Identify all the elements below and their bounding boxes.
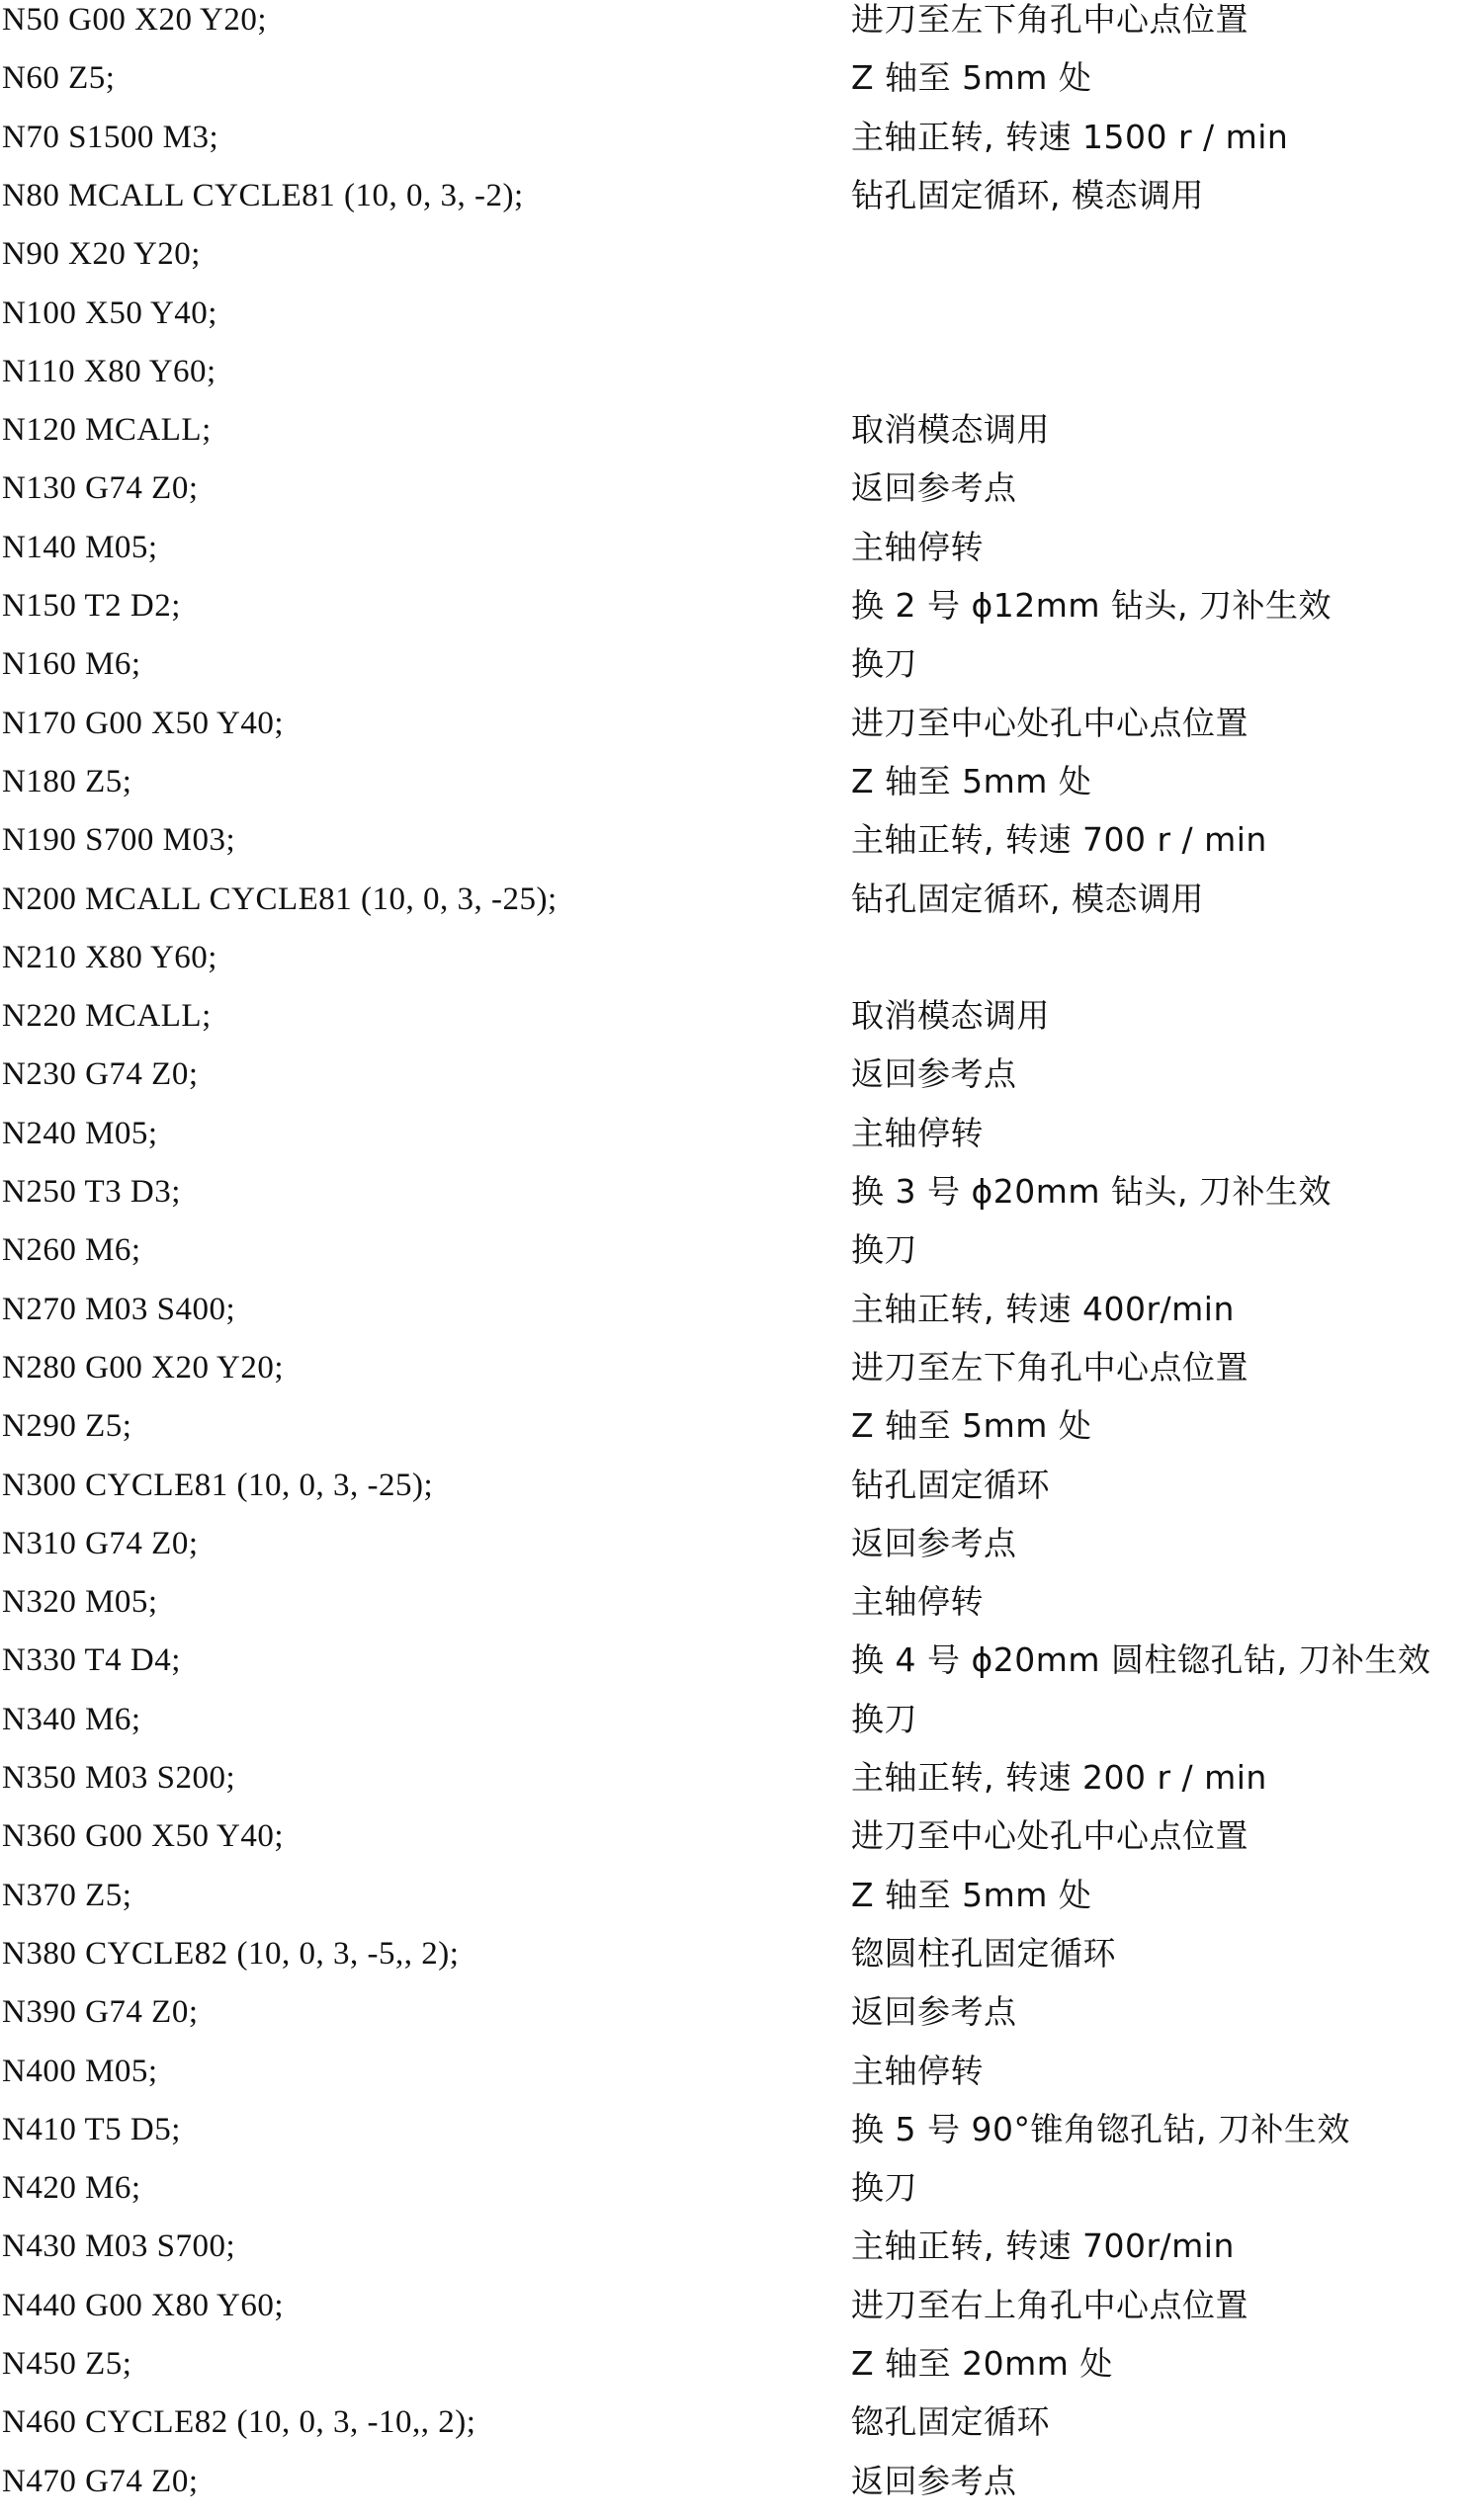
nc-code: N260 M6; [2,1232,141,1269]
program-line [0,2344,1464,2402]
program-line [0,1054,1464,1113]
line-comment: 主轴停转 [851,2051,984,2090]
nc-code: N170 G00 X50 Y40; [2,705,285,741]
nc-code: N80 MCALL CYCLE81 (10, 0, 3, -2); [2,177,524,213]
program-line [0,1640,1464,1699]
nc-code: N90 X20 Y20; [2,236,201,273]
program-line [0,704,1464,762]
program-line [0,294,1464,352]
program-line [0,586,1464,644]
nc-code: N60 Z5; [2,60,116,97]
nc-code: N440 G00 X80 Y60; [2,2287,285,2323]
nc-code: N160 M6; [2,646,141,683]
line-comment: 返回参考点 [851,2461,1017,2500]
line-comment: 钻孔固定循环, 模态调用 [851,175,1204,214]
line-comment: 进刀至中心处孔中心点位置 [851,703,1249,742]
line-comment: Z 轴至 5mm 处 [851,58,1092,98]
line-comment: Z 轴至 5mm 处 [851,761,1092,800]
program-line [0,2110,1464,2168]
line-comment: 钻孔固定循环 [851,1465,1050,1504]
line-comment: 主轴正转, 转速 400r/min [851,1289,1235,1328]
line-comment: 进刀至左下角孔中心点位置 [851,0,1249,39]
line-comment: 换刀 [851,1699,917,1738]
line-comment: 换 3 号 ϕ20mm 钻头, 刀补生效 [851,1172,1332,1211]
line-comment: Z 轴至 5mm 处 [851,1406,1092,1446]
line-comment: 主轴正转, 转速 700r/min [851,2226,1235,2266]
program-line [0,1406,1464,1465]
program-line [0,1816,1464,1875]
program-line [0,1290,1464,1348]
program-line [0,1700,1464,1758]
line-comment: 主轴正转, 转速 700 r / min [851,820,1267,860]
nc-code: N110 X80 Y60; [2,353,216,389]
nc-code: N400 M05; [2,2053,158,2089]
nc-code: N130 G74 Z0; [2,470,199,507]
nc-code: N250 T3 D3; [2,1174,181,1210]
program-line [0,1348,1464,1406]
program-line [0,528,1464,586]
nc-code: N320 M05; [2,1584,158,1621]
nc-code: N230 G74 Z0; [2,1056,199,1093]
nc-code: N450 Z5; [2,2346,132,2382]
nc-code: N380 CYCLE82 (10, 0, 3, -5,, 2); [2,1935,460,1972]
program-line [0,2402,1464,2461]
program-line [0,1114,1464,1172]
line-comment: 换刀 [851,2168,917,2208]
line-comment: 换刀 [851,644,917,684]
program-line [0,996,1464,1054]
program-line [0,2226,1464,2285]
nc-code: N70 S1500 M3; [2,119,219,155]
line-comment: 主轴停转 [851,1582,984,1622]
nc-code: N150 T2 D2; [2,588,181,624]
nc-code: N300 CYCLE81 (10, 0, 3, -25); [2,1467,434,1503]
nc-code: N200 MCALL CYCLE81 (10, 0, 3, -25); [2,881,558,917]
nc-code: N340 M6; [2,1701,141,1737]
line-comment: 钻孔固定循环, 模态调用 [851,879,1204,918]
line-comment: 进刀至中心处孔中心点位置 [851,1816,1249,1856]
line-comment: Z 轴至 5mm 处 [851,1875,1092,1914]
program-line [0,2168,1464,2226]
line-comment: 取消模态调用 [851,410,1050,450]
nc-code: N190 S700 M03; [2,822,236,859]
nc-code: N410 T5 D5; [2,2111,181,2147]
nc-code: N220 MCALL; [2,998,212,1035]
line-comment: 主轴正转, 转速 1500 r / min [851,117,1289,156]
nc-code: N460 CYCLE82 (10, 0, 3, -10,, 2); [2,2404,476,2441]
nc-code: N330 T4 D4; [2,1642,181,1679]
program-line [0,762,1464,820]
line-comment: 锪圆柱孔固定循环 [851,1933,1116,1973]
line-comment: 主轴停转 [851,527,984,566]
nc-code: N390 G74 Z0; [2,1994,199,2031]
program-line [0,2052,1464,2110]
line-comment: 锪孔固定循环 [851,2402,1050,2442]
nc-code: N140 M05; [2,529,158,565]
program-line [0,938,1464,996]
program-line [0,820,1464,879]
nc-code: N270 M03 S400; [2,1291,236,1327]
nc-code: N470 G74 Z0; [2,2463,199,2499]
line-comment: 换 4 号 ϕ20mm 圆柱锪孔钻, 刀补生效 [851,1640,1431,1680]
program-line [0,410,1464,468]
program-line [0,880,1464,938]
program-line [0,468,1464,527]
program-line [0,2286,1464,2344]
nc-code: N50 G00 X20 Y20; [2,2,268,38]
program-line [0,1934,1464,1992]
program-line [0,1524,1464,1582]
nc-code: N180 Z5; [2,763,132,799]
program-line [0,1992,1464,2051]
program-line [0,2462,1464,2520]
program-line [0,118,1464,176]
program-line [0,644,1464,703]
line-comment: 返回参考点 [851,1992,1017,2032]
nc-code: N120 MCALL; [2,412,212,449]
program-line [0,352,1464,410]
program-line [0,1582,1464,1640]
line-comment: Z 轴至 20mm 处 [851,2344,1113,2383]
line-comment: 取消模态调用 [851,996,1050,1036]
nc-code: N210 X80 Y60; [2,939,217,975]
nc-code: N290 Z5; [2,1408,132,1445]
program-line [0,1466,1464,1524]
line-comment: 返回参考点 [851,468,1017,508]
nc-code: N420 M6; [2,2170,141,2207]
nc-code: N360 G00 X50 Y40; [2,1818,285,1855]
program-line [0,234,1464,293]
line-comment: 主轴停转 [851,1113,984,1152]
program-line [0,0,1464,58]
line-comment: 进刀至左下角孔中心点位置 [851,1347,1249,1386]
nc-code: N430 M03 S700; [2,2228,236,2265]
nc-code: N370 Z5; [2,1877,132,1913]
line-comment: 换刀 [851,1230,917,1270]
program-line [0,1172,1464,1230]
program-line [0,1230,1464,1289]
nc-code: N310 G74 Z0; [2,1525,199,1561]
line-comment: 换 5 号 90°锥角锪孔钻, 刀补生效 [851,2109,1350,2148]
line-comment: 换 2 号 ϕ12mm 钻头, 刀补生效 [851,586,1332,625]
nc-code: N350 M03 S200; [2,1760,236,1796]
line-comment: 返回参考点 [851,1054,1017,1094]
program-line [0,176,1464,234]
program-line [0,1876,1464,1934]
nc-code: N100 X50 Y40; [2,294,217,331]
program-line [0,1758,1464,1816]
line-comment: 主轴正转, 转速 200 r / min [851,1758,1267,1797]
line-comment: 进刀至右上角孔中心点位置 [851,2285,1249,2324]
program-line [0,58,1464,117]
nc-code: N240 M05; [2,1115,158,1151]
nc-code: N280 G00 X20 Y20; [2,1349,285,1386]
line-comment: 返回参考点 [851,1523,1017,1562]
